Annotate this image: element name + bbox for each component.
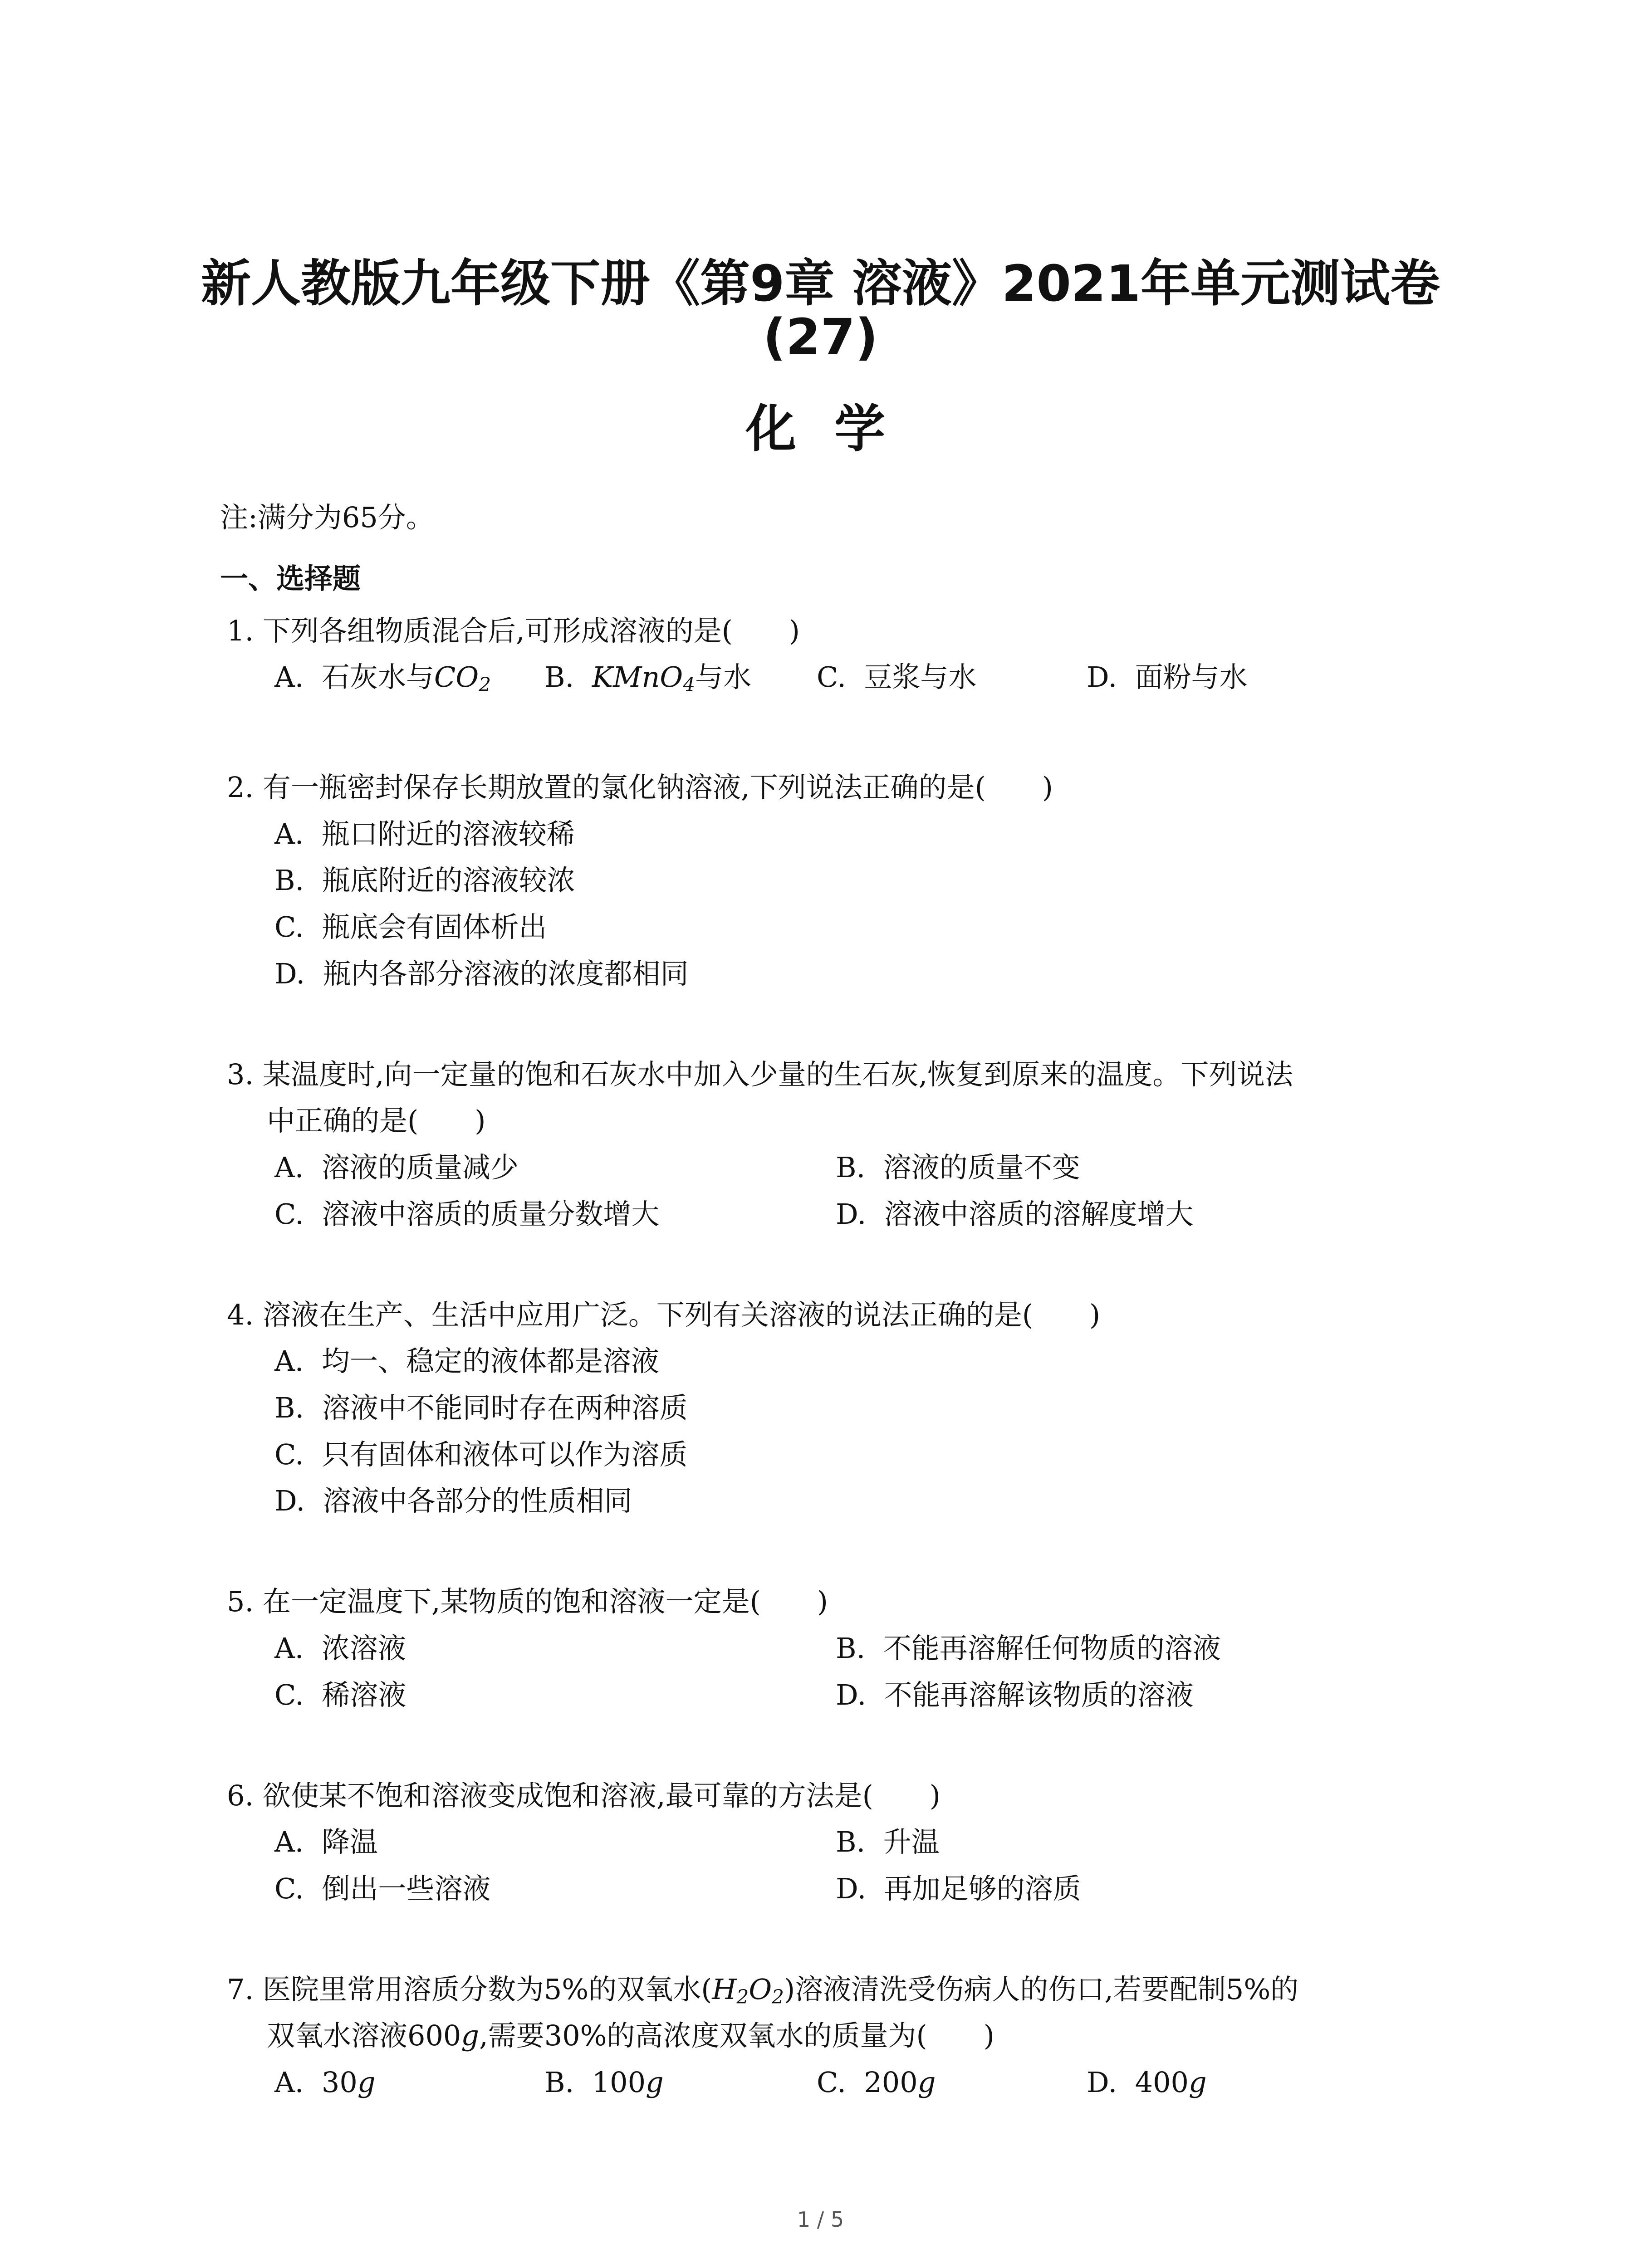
score-note: 注:满分为65分。 bbox=[220, 501, 434, 534]
question-7-option-b: B. 100g bbox=[544, 2066, 664, 2099]
question-4-option-d: D. 溶液中各部分的性质相同 bbox=[274, 1484, 632, 1517]
question-5-option-d: D. 不能再溶解该物质的溶液 bbox=[836, 1678, 1194, 1711]
question-2-option-a: A. 瓶口附近的溶液较稀 bbox=[274, 817, 575, 850]
subject-heading: 化 学 bbox=[745, 400, 896, 459]
question-6-option-b: B. 升温 bbox=[836, 1825, 940, 1858]
question-3-stem-line1: 3. 某温度时,向一定量的饱和石灰水中加入少量的生石灰,恢复到原来的温度。下列说法 bbox=[227, 1058, 1293, 1091]
question-7-option-d: D. 400g bbox=[1087, 2066, 1207, 2099]
page-number: 1 / 5 bbox=[797, 2207, 844, 2232]
question-6-option-d: D. 再加足够的溶质 bbox=[836, 1872, 1081, 1905]
question-2-stem: 2. 有一瓶密封保存长期放置的氯化钠溶液,下列说法正确的是( ) bbox=[227, 771, 1053, 804]
question-1-option-d: D. 面粉与水 bbox=[1087, 660, 1248, 694]
question-4-option-c: C. 只有固体和液体可以作为溶质 bbox=[274, 1438, 688, 1471]
question-2-option-b: B. 瓶底附近的溶液较浓 bbox=[274, 864, 575, 897]
question-1-option-c: C. 豆浆与水 bbox=[817, 660, 977, 694]
section-heading: 一、选择题 bbox=[220, 562, 361, 595]
question-6-option-c: C. 倒出一些溶液 bbox=[274, 1872, 491, 1905]
question-2-option-c: C. 瓶底会有固体析出 bbox=[274, 910, 547, 943]
question-4-stem: 4. 溶液在生产、生活中应用广泛。下列有关溶液的说法正确的是( ) bbox=[227, 1298, 1101, 1331]
question-7-option-a: A. 30g bbox=[274, 2066, 376, 2099]
question-1-stem: 1. 下列各组物质混合后,可形成溶液的是( ) bbox=[227, 614, 800, 647]
question-5-stem: 5. 在一定温度下,某物质的饱和溶液一定是( ) bbox=[227, 1585, 828, 1618]
question-5-option-a: A. 浓溶液 bbox=[274, 1632, 406, 1665]
question-3-option-b: B. 溶液的质量不变 bbox=[836, 1151, 1080, 1184]
question-1-option-b: B. KMnO$_4$与水 bbox=[544, 660, 752, 696]
question-6-stem: 6. 欲使某不饱和溶液变成饱和溶液,最可靠的方法是( ) bbox=[227, 1779, 941, 1812]
question-6-option-a: A. 降温 bbox=[274, 1825, 378, 1858]
question-3-stem-line2: 中正确的是( ) bbox=[267, 1104, 486, 1137]
question-1-option-a: A. 石灰水与$CO_2$ bbox=[274, 660, 491, 696]
page-title-number: (27) bbox=[763, 308, 878, 366]
question-5-option-b: B. 不能再溶解任何物质的溶液 bbox=[836, 1632, 1221, 1665]
question-7-stem-line1: 7. 医院里常用溶质分数为5%的双氧水$(H_2O_2)$溶液清洗受伤病人的伤口,若要配制5%的 bbox=[227, 1973, 1299, 2008]
question-4-option-a: A. 均一、稳定的液体都是溶液 bbox=[274, 1344, 659, 1378]
page-title: 新人教版九年级下册《第9章 溶液》2021年单元测试卷 bbox=[201, 254, 1440, 313]
question-3-option-c: C. 溶液中溶质的质量分数增大 bbox=[274, 1198, 660, 1231]
question-7-stem-line2: 双氧水溶液600g,需要30%的高浓度双氧水的质量为( ) bbox=[267, 2019, 994, 2052]
question-4-option-b: B. 溶液中不能同时存在两种溶质 bbox=[274, 1391, 688, 1424]
question-5-option-c: C. 稀溶液 bbox=[274, 1678, 407, 1711]
question-3-option-a: A. 溶液的质量减少 bbox=[274, 1151, 519, 1184]
question-2-option-d: D. 瓶内各部分溶液的浓度都相同 bbox=[274, 957, 689, 990]
question-3-option-d: D. 溶液中溶质的溶解度增大 bbox=[836, 1198, 1194, 1231]
question-7-option-c: C. 200g bbox=[817, 2066, 936, 2099]
